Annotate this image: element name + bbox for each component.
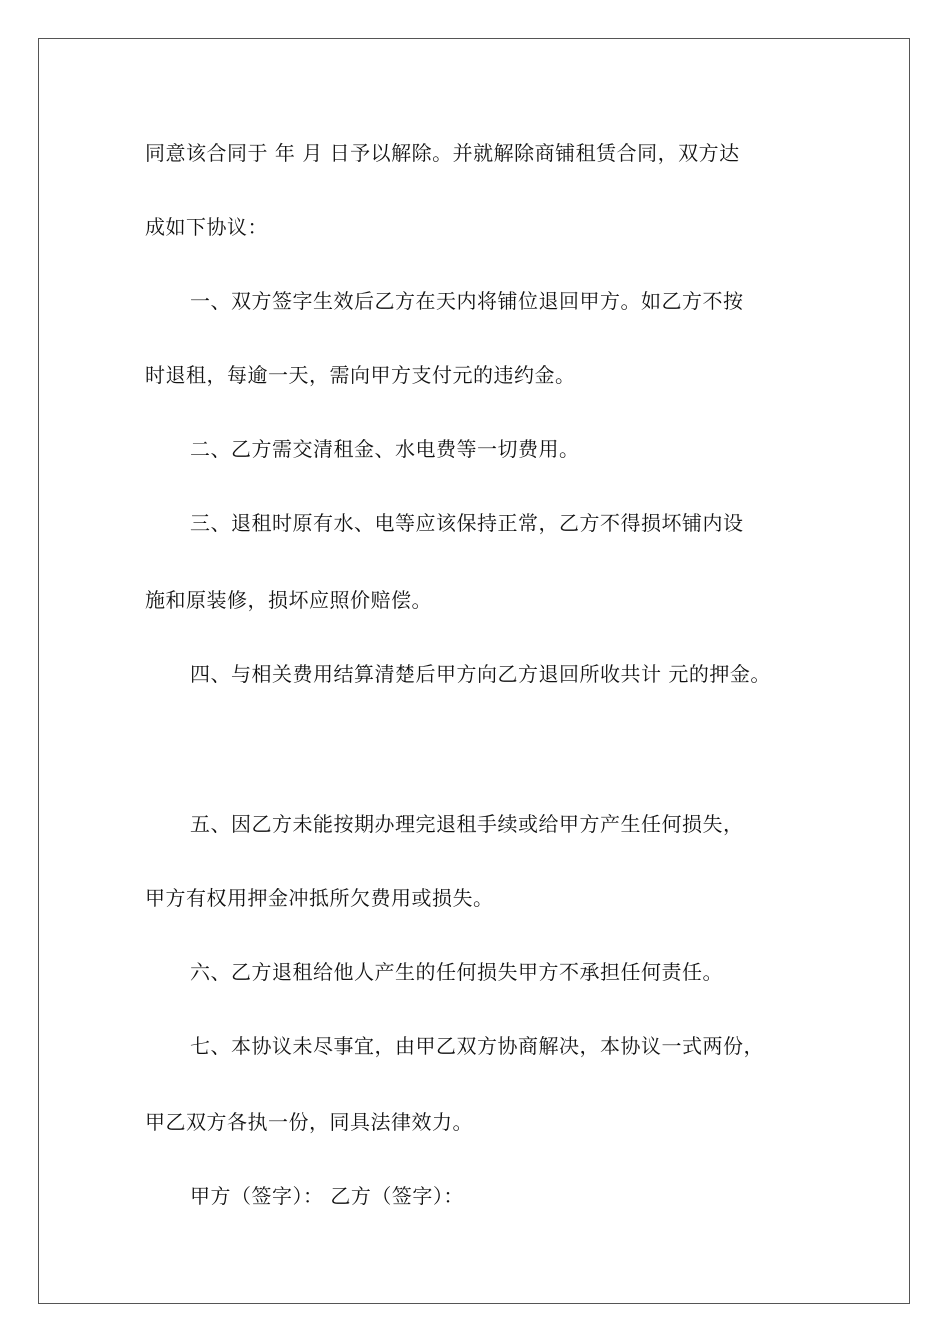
clause-5-line-2: 甲方有权用押金冲抵所欠费用或损失。 bbox=[145, 886, 494, 910]
clause-2: 二、乙方需交清租金、水电费等一切费用。 bbox=[190, 437, 580, 461]
clause-3-line-1: 三、退租时原有水、电等应该保持正常，乙方不得损坏铺内设 bbox=[190, 511, 744, 535]
clause-6: 六、乙方退租给他人产生的任何损失甲方不承担任何责任。 bbox=[190, 960, 723, 984]
clause-1-line-2: 时退租，每逾一天，需向甲方支付元的违约金。 bbox=[145, 363, 576, 387]
clause-7-line-2: 甲乙双方各执一份，同具法律效力。 bbox=[145, 1110, 473, 1134]
clause-5-line-1: 五、因乙方未能按期办理完退租手续或给甲方产生任何损失， bbox=[190, 812, 744, 836]
clause-3-line-2: 施和原装修，损坏应照价赔偿。 bbox=[145, 588, 432, 612]
text-line-1: 同意该合同于 年 月 日予以解除。并就解除商铺租赁合同，双方达 bbox=[145, 141, 740, 165]
clause-4: 四、与相关费用结算清楚后甲方向乙方退回所收共计 元的押金。 bbox=[190, 662, 771, 686]
signature-line: 甲方（签字）： 乙方（签字）： bbox=[190, 1184, 464, 1208]
clause-1-line-1: 一、双方签字生效后乙方在天内将铺位退回甲方。如乙方不按 bbox=[190, 289, 744, 313]
clause-7-line-1: 七、本协议未尽事宜，由甲乙双方协商解决，本协议一式两份， bbox=[190, 1034, 764, 1058]
text-line-2: 成如下协议： bbox=[145, 215, 268, 239]
